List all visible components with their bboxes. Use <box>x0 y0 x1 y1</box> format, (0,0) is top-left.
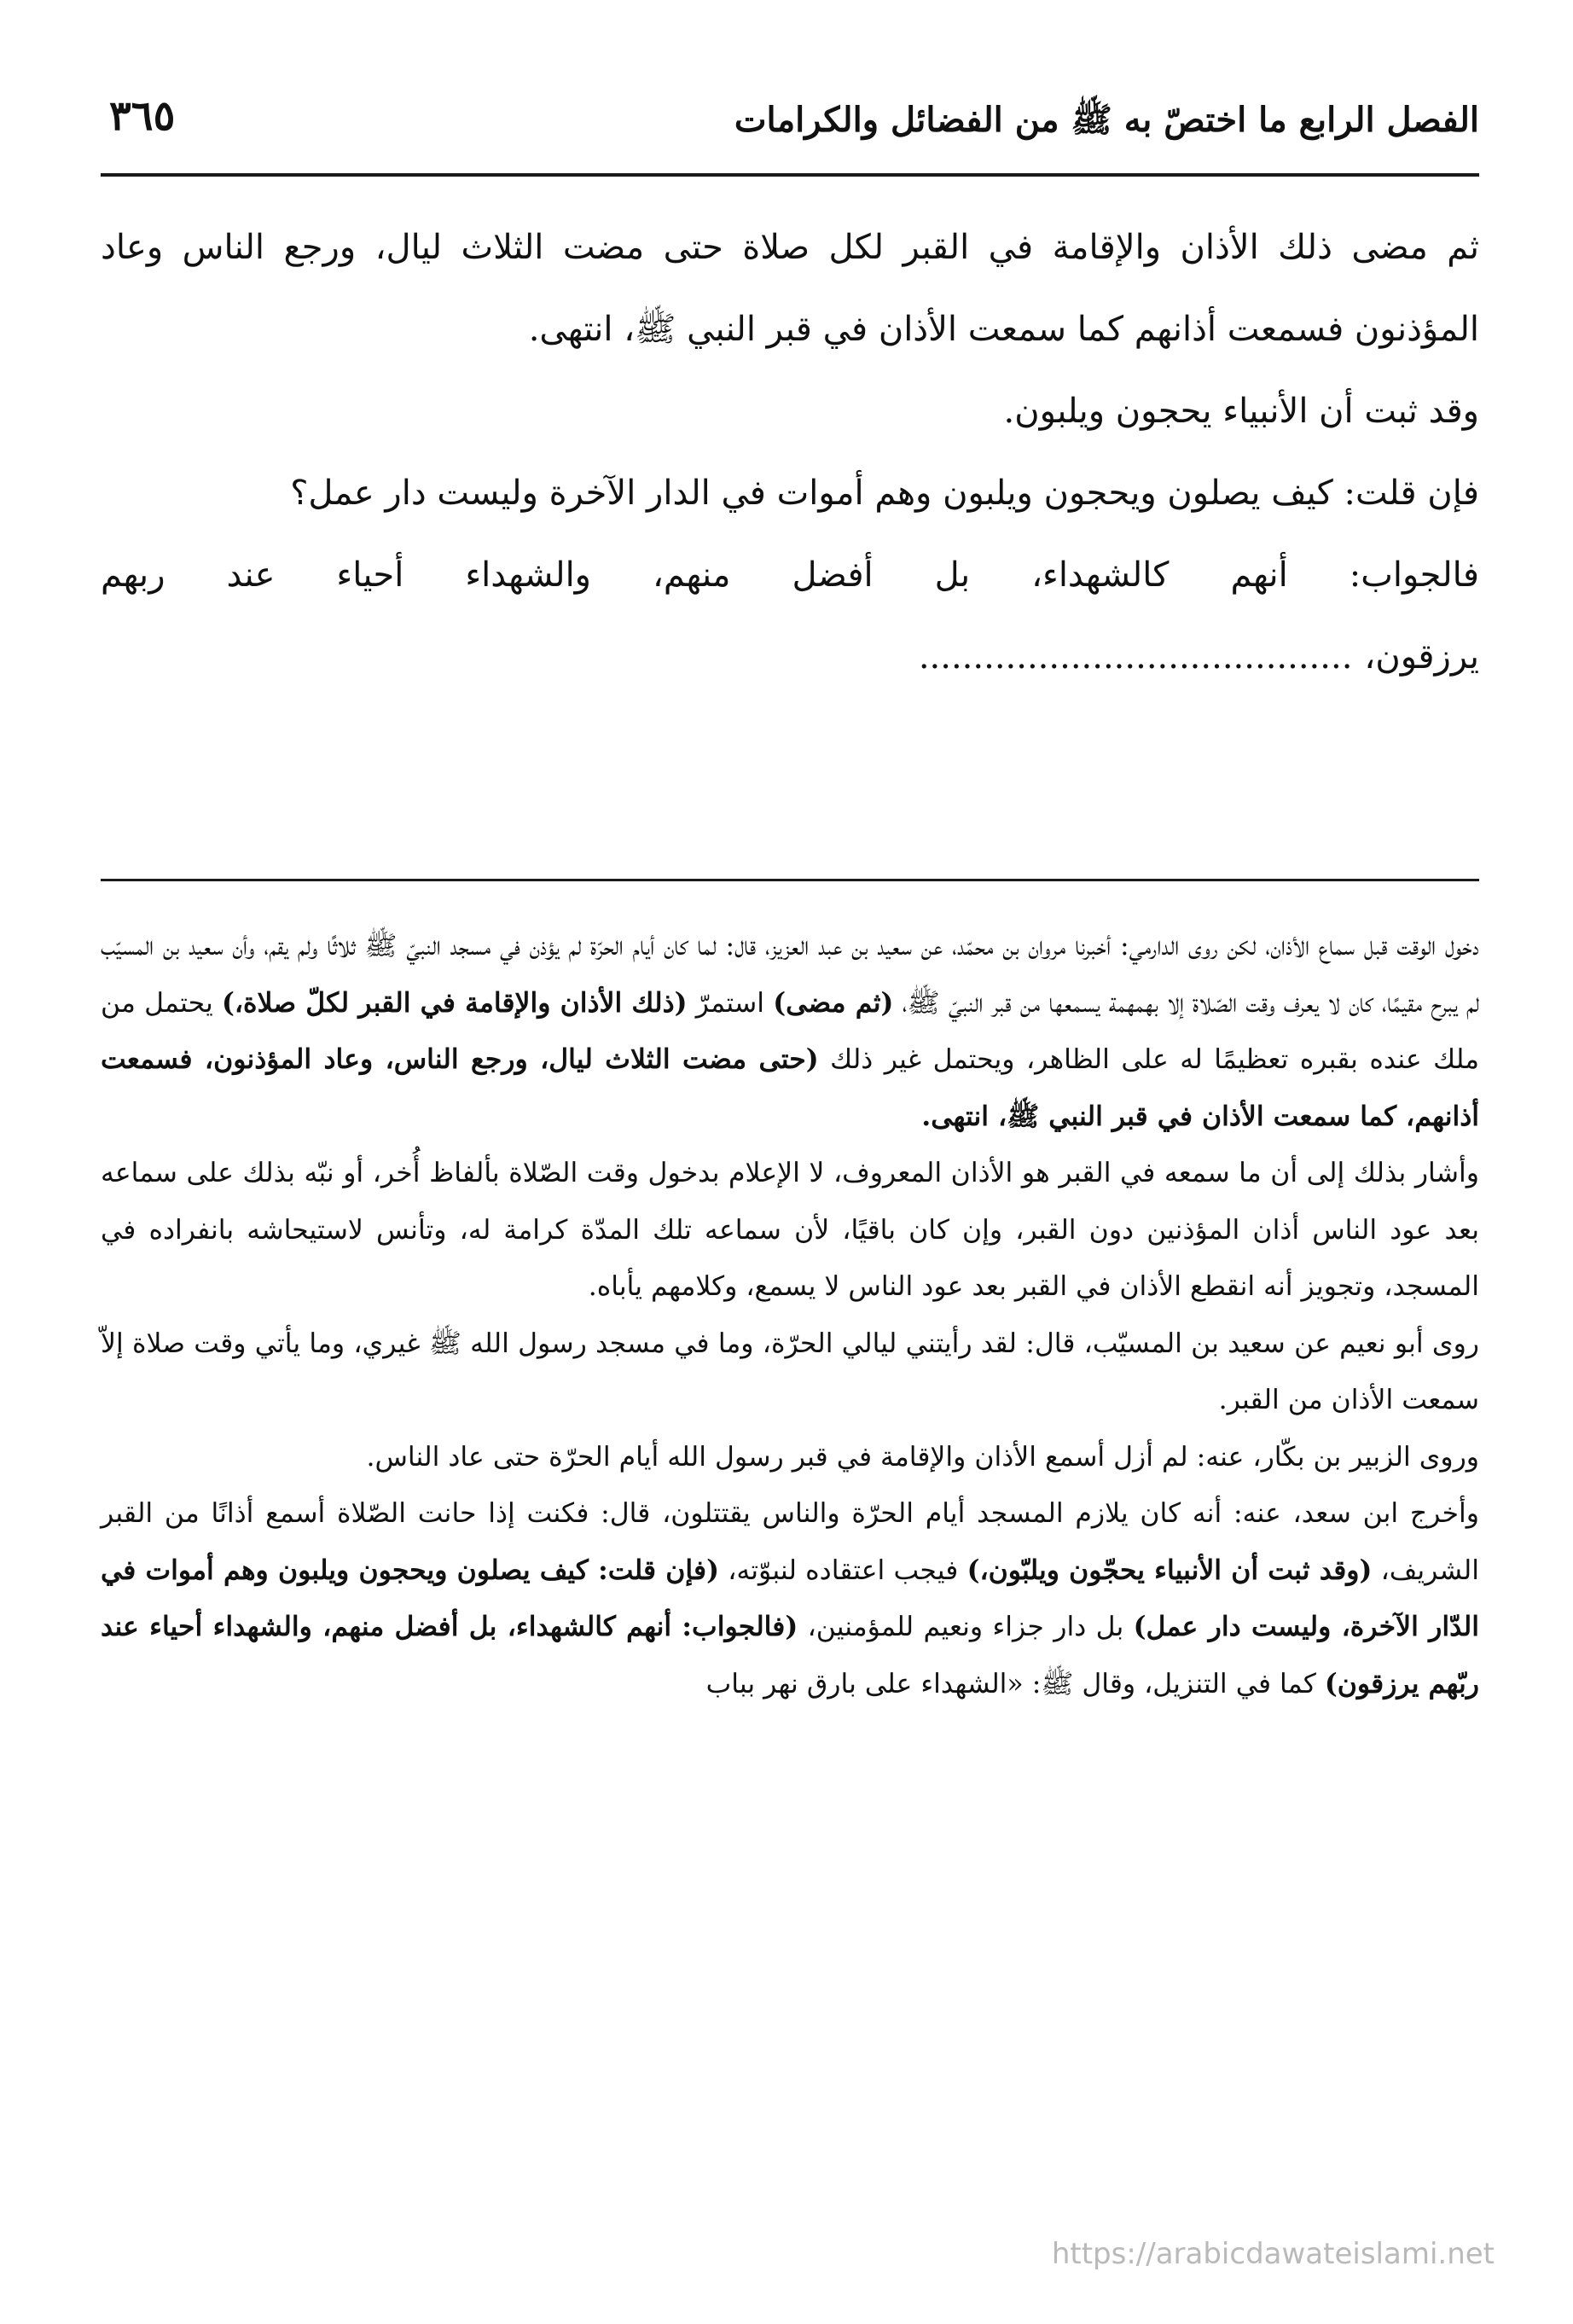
commentary-text-run: وأخرج ابن سعد، عنه: أنه كان يلازم المسجد أيام الحرّة والناس يقتتلون، قال: فكنت إذا حانت الصّلاة أسمع أذانًا من القبر الشريف، <box>101 1498 1480 1586</box>
continuation-dots: ........................................ <box>918 637 1353 677</box>
commentary-text-run: فيجب اعتقاده لنبوّته، <box>719 1554 967 1586</box>
quoted-matn: (ثم مضى) <box>773 986 894 1019</box>
main-text <box>101 206 1479 698</box>
commentary-text-run: استمرّ <box>687 987 774 1019</box>
commentary-paragraph: وأشار بذلك إلى أن ما سمعه في القبر هو الأذان المعروف، لا الإعلام بدخول وقت الصّلاة بألفاظ أُخر، أو نبّه بذلك على سماعه بعد عود الناس أذان المؤذنين دون القبر، وإن كان باقيًا، لأن سماعه تلك المدّة كرامة له، وتأنس لاستيحاشه بانفراده في المسجد، وتجويز أنه انقطع الأذان في القبر بعد عود الناس لا يسمع، وكلامهم يأباه. <box>101 1158 1479 1302</box>
main-paragraph: ثم مضى ذلك الأذان والإقامة في القبر لكل صلاة حتى مضت الثلاث ليال، ورجع الناس وعاد المؤذنون فسمعت أذانهم كما سمعت الأذان في قبر النبي ﷺ، انتهى. <box>101 228 1480 349</box>
commentary-text <box>101 918 1479 1712</box>
main-paragraph: وقد ثبت أن الأنبياء يحجون ويلبون. <box>1003 392 1479 431</box>
commentary-paragraph <box>101 918 1479 1145</box>
quoted-matn: (حتى مضت الثلاث ليال، ورجع الناس، وعاد المؤذنون، فسمعت أذانهم، كما سمعت الأذان في قبر النبي ﷺ، انتهى. <box>101 1043 1479 1132</box>
watermark-url: https://arabicdawateislami.net <box>1051 2237 1495 2271</box>
commentary-text-run: كما في التنزيل، وقال ﷺ: «الشهداء على بارق نهر بباب <box>705 1668 1325 1699</box>
page-header <box>101 85 1479 162</box>
header-divider <box>101 173 1479 177</box>
commentary-text-run: دخول الوقت قبل سماع الأذان، لكن روى الدارمي: أخبرنا مروان بن محمّد، عن سعيد بن عبد العزيز، قال: لما كان أيام الحرّة لم يؤذن في مسجد النبيّ ﷺ ثلاثًا ولم يقم، وأن سعيد بن المسيّب لم يبرح مقيمًا، كان لا يعرف وقت الصّلاة إلا بهمهمة يسمعها من قبر النبيّ ﷺ، <box>101 931 1479 1019</box>
page-number: ٣٦٥ <box>109 92 176 140</box>
quoted-matn: (وقد ثبت أن الأنبياء يحجّون ويلبّون،) <box>966 1554 1373 1586</box>
main-paragraph <box>101 534 1479 698</box>
quoted-matn: (ذلك الأذان والإقامة في القبر لكلّ صلاة،) <box>221 986 688 1019</box>
commentary-text-run: يحتمل من ملك عنده بقبره تعظيمًا له على الظاهر، ويحتمل غير ذلك <box>101 987 1479 1075</box>
commentary-paragraph <box>101 1485 1479 1712</box>
quoted-matn: (فإن قلت: كيف يصلون ويحجون ويلبون وهم أموات في الدّار الآخرة، وليست دار عمل) <box>101 1554 1479 1642</box>
commentary-divider <box>101 879 1479 881</box>
running-title: الفصل الرابع ما اختصّ به ﷺ من الفضائل والكرامات <box>734 100 1479 140</box>
commentary-text-run: بل دار جزاء ونعيم للمؤمنين، <box>798 1612 1134 1642</box>
quoted-matn: (فالجواب: أنهم كالشهداء، بل أفضل منهم، والشهداء أحياء عند ربّهم يرزقون) <box>101 1611 1479 1699</box>
commentary-paragraph: روى أبو نعيم عن سعيد بن المسيّب، قال: لقد رأيتني ليالي الحرّة، وما في مسجد رسول الله ﷺ غيري، وما يأتي وقت صلاة إلاّ سمعت الأذان من القبر. <box>101 1328 1479 1415</box>
commentary-paragraph: وروى الزبير بن بكّار، عنه: لم أزل أسمع الأذان والإقامة في قبر رسول الله أيام الحرّة حتى عاد الناس. <box>366 1441 1479 1473</box>
main-paragraph-text: فالجواب: أنهم كالشهداء، بل أفضل منهم، والشهداء أحياء عند ربهم يرزقون، <box>101 555 1479 677</box>
main-paragraph: فإن قلت: كيف يصلون ويحجون ويلبون وهم أموات في الدار الآخرة وليست دار عمل؟ <box>290 474 1479 513</box>
